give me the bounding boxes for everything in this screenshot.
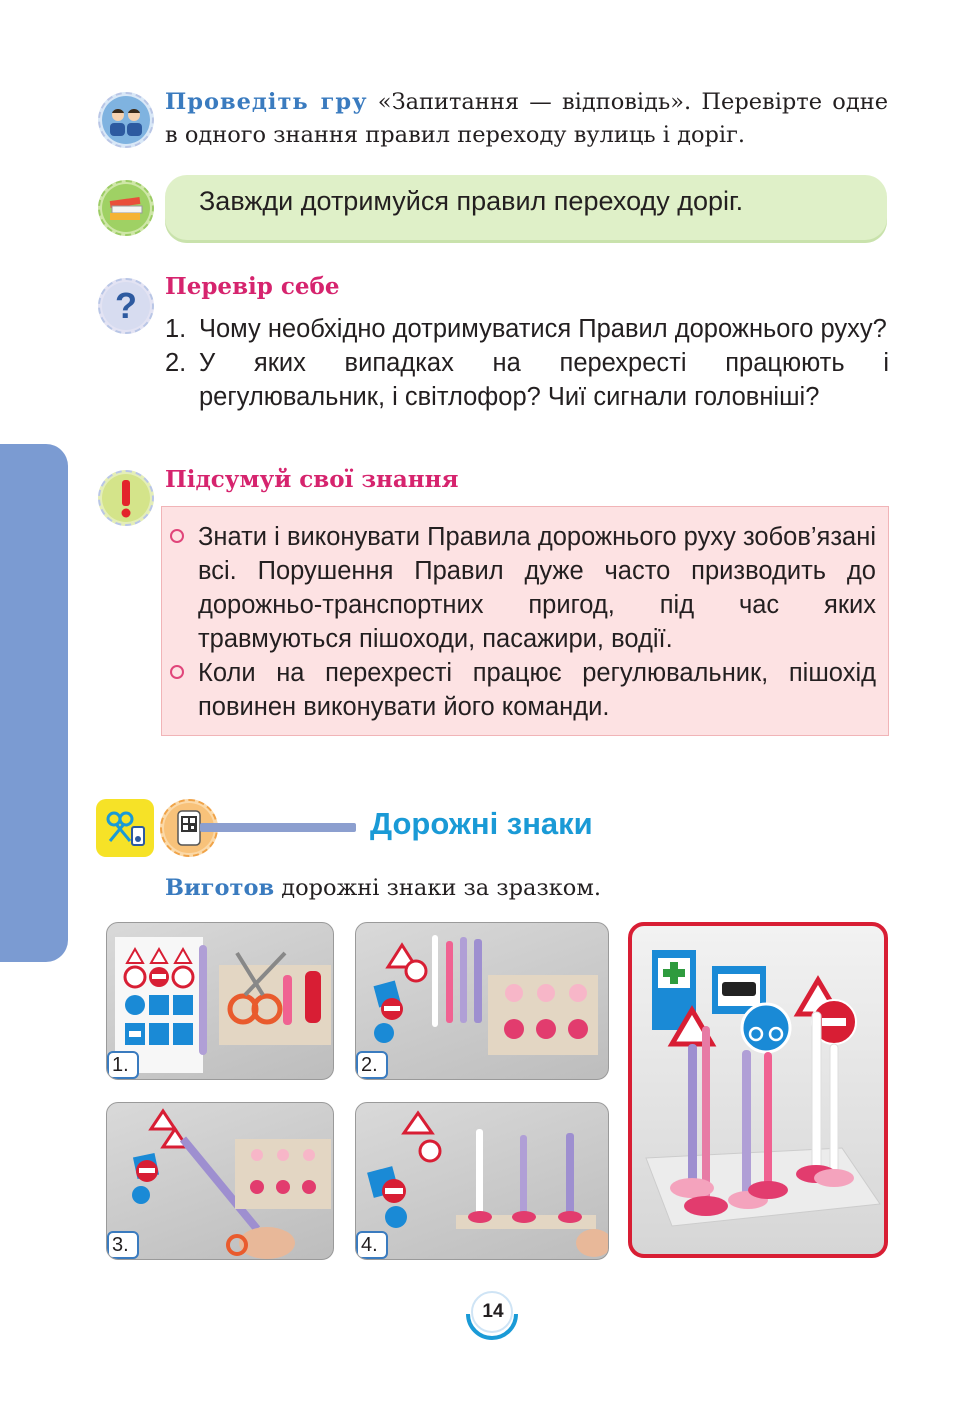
make-instruction <box>165 875 601 901</box>
rule-box: Завжди дотримуйся правил переходу доріг. <box>165 175 887 243</box>
item-text: Чому необхідно дотримуватися Правил дорожнього руху? <box>199 315 887 343</box>
game-paragraph <box>165 86 888 152</box>
list-item <box>165 312 889 346</box>
item-text: У яких випадках на перехресті працюють і регулювальник, і світлофор? Чиї сигнали головніші? <box>199 349 889 411</box>
summary-text: Знати і виконувати Правила дорожнього руху зобов’язані всі. Порушення Правил дуже часто призводить до дорожньо-транспортних пригод, під час яких травмуються пішоходи, пасажири, водії. <box>198 523 876 653</box>
step-photo-2 <box>355 922 609 1080</box>
svg-text:?: ? <box>115 285 137 326</box>
summary-text: Коли на перехресті працює регулювальник, пішохід повинен виконувати його команди. <box>198 659 876 721</box>
step-photo-3 <box>106 1102 334 1260</box>
list-item <box>165 346 889 414</box>
step-number: 1. <box>107 1051 139 1079</box>
summary-box <box>161 506 889 736</box>
step-number: 3. <box>107 1231 139 1259</box>
summary-title: Підсумуй свої знання <box>165 466 459 493</box>
section-divider <box>200 823 356 832</box>
step-photo-1 <box>106 922 334 1080</box>
game-text: «Запитання — відповідь». Перевірте одне в одного знання правил переходу вулиць і доріг. <box>165 89 889 148</box>
game-lead: Проведіть гру <box>165 89 368 115</box>
instruction-text: дорожні знаки за зразком. <box>281 875 601 901</box>
step-number: 4. <box>356 1231 388 1259</box>
page-number: 14 <box>482 1301 504 1322</box>
item-number: 2. <box>165 349 187 377</box>
list-item <box>170 520 876 656</box>
bullet-icon <box>170 529 184 543</box>
question-icon <box>98 278 154 334</box>
step-number: 2. <box>356 1051 388 1079</box>
item-number: 1. <box>165 315 187 343</box>
list-item <box>170 656 876 724</box>
bullet-icon <box>170 665 184 679</box>
books-icon <box>98 180 154 236</box>
check-title: Перевір себе <box>165 273 340 300</box>
exclamation-icon <box>98 470 154 526</box>
finished-signs-photo <box>628 922 888 1258</box>
side-tab <box>0 444 68 962</box>
children-icon <box>98 92 154 148</box>
step-photo-4 <box>355 1102 609 1260</box>
section-title: Дорожні знаки <box>370 806 593 841</box>
craft-icon <box>96 799 154 857</box>
check-list <box>165 312 889 414</box>
instruction-lead: Виготов <box>165 875 275 901</box>
